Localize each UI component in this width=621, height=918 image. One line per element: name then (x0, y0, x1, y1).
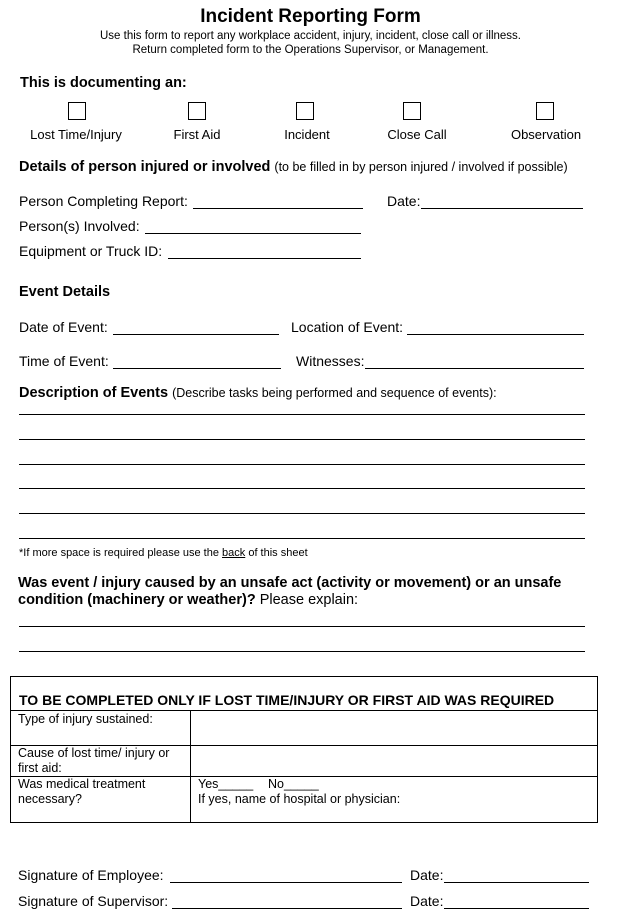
supervisor-date-field[interactable] (444, 908, 589, 909)
description-line[interactable] (19, 439, 585, 440)
checkbox-observation[interactable] (536, 102, 554, 120)
checkbox-lost-time[interactable] (68, 102, 86, 120)
witnesses-field[interactable] (365, 368, 584, 369)
option-label: Lost Time/Injury (30, 127, 122, 142)
event-heading: Event Details (19, 284, 111, 300)
witnesses-label: Witnesses: (296, 353, 365, 369)
documenting-heading: This is documenting an: (20, 75, 187, 91)
supervisor-signature-label: Signature of Supervisor: (18, 893, 169, 909)
person-heading (19, 159, 568, 175)
person-heading-text: Details of person injured or involved (19, 159, 271, 175)
employee-signature-field[interactable] (170, 882, 402, 883)
event-location-label: Location of Event: (291, 319, 404, 335)
supervisor-signature-field[interactable] (172, 908, 402, 909)
option-label: Observation (510, 127, 582, 142)
persons-involved-label: Person(s) Involved: (19, 218, 140, 234)
cause-label-line-2: first aid: (18, 761, 62, 775)
event-time-field[interactable] (113, 368, 281, 369)
event-time-label: Time of Event: (19, 353, 109, 369)
instructions-line-1: Use this form to report any workplace accident, injury, incident, close call or illness. (100, 30, 521, 42)
person-completing-label: Person Completing Report: (19, 193, 188, 209)
cause-label-line-1: Cause of lost time/ injury or (18, 746, 170, 760)
instructions-line-2: Return completed form to the Operations Supervisor, or Management. (132, 44, 489, 56)
employee-signature-label: Signature of Employee: (18, 867, 164, 883)
description-line[interactable] (19, 414, 585, 415)
checkbox-close-call[interactable] (403, 102, 421, 120)
option-label: First Aid (173, 127, 221, 142)
medical-no[interactable]: No_____ (268, 777, 319, 791)
supervisor-date-label: Date: (410, 893, 444, 909)
medical-label-line-1: Was medical treatment (18, 777, 146, 791)
footnote-back: back (222, 547, 246, 559)
checkbox-incident[interactable] (296, 102, 314, 120)
equipment-label: Equipment or Truck ID: (19, 243, 163, 259)
person-heading-note: (to be filled in by person injured / involved if possible) (274, 160, 568, 174)
person-date-field[interactable] (421, 208, 583, 209)
description-line[interactable] (19, 538, 585, 539)
description-line[interactable] (19, 464, 585, 465)
cause-field[interactable] (192, 747, 596, 775)
lost-time-heading: TO BE COMPLETED ONLY IF LOST TIME/INJURY OR FIRST AID WAS REQUIRED (19, 692, 555, 708)
persons-involved-field[interactable] (145, 233, 361, 234)
checkbox-first-aid[interactable] (188, 102, 206, 120)
footnote-pre: *If more space is required please use the (19, 547, 223, 559)
description-heading (19, 385, 497, 401)
unsafe-explain-line[interactable] (19, 651, 585, 652)
person-date-label: Date: (387, 193, 421, 209)
unsafe-explain-line[interactable] (19, 626, 585, 627)
description-heading-text: Description of Events (19, 385, 169, 401)
person-completing-field[interactable] (193, 208, 363, 209)
option-label: Incident (284, 127, 330, 142)
employee-date-label: Date: (410, 867, 444, 883)
form-title: Incident Reporting Form (200, 6, 421, 27)
description-heading-note: (Describe tasks being performed and sequence of events): (172, 386, 497, 400)
injury-type-field[interactable] (192, 712, 596, 744)
footnote (19, 547, 308, 559)
injury-type-label: Type of injury sustained: (18, 712, 153, 726)
unsafe-question-line-1: Was event / injury caused by an unsafe act (activity or movement) or an unsafe (18, 575, 562, 591)
event-date-label: Date of Event: (19, 319, 108, 335)
employee-date-field[interactable] (444, 882, 589, 883)
footnote-post: of this sheet (245, 547, 308, 559)
medical-yes[interactable]: Yes_____ (198, 777, 254, 791)
unsafe-question-bold: condition (machinery or weather)? (18, 592, 256, 608)
option-label: Close Call (387, 127, 447, 142)
box-divider (11, 710, 598, 711)
description-line[interactable] (19, 488, 585, 489)
unsafe-question-explain: Please explain: (259, 592, 359, 608)
medical-label-line-2: necessary? (18, 792, 82, 806)
description-line[interactable] (19, 513, 585, 514)
event-location-field[interactable] (407, 334, 584, 335)
hospital-label: If yes, name of hospital or physician: (198, 792, 401, 806)
unsafe-question-line-2 (18, 592, 358, 608)
event-date-field[interactable] (113, 334, 279, 335)
box-column-divider (190, 711, 191, 822)
equipment-field[interactable] (168, 258, 361, 259)
